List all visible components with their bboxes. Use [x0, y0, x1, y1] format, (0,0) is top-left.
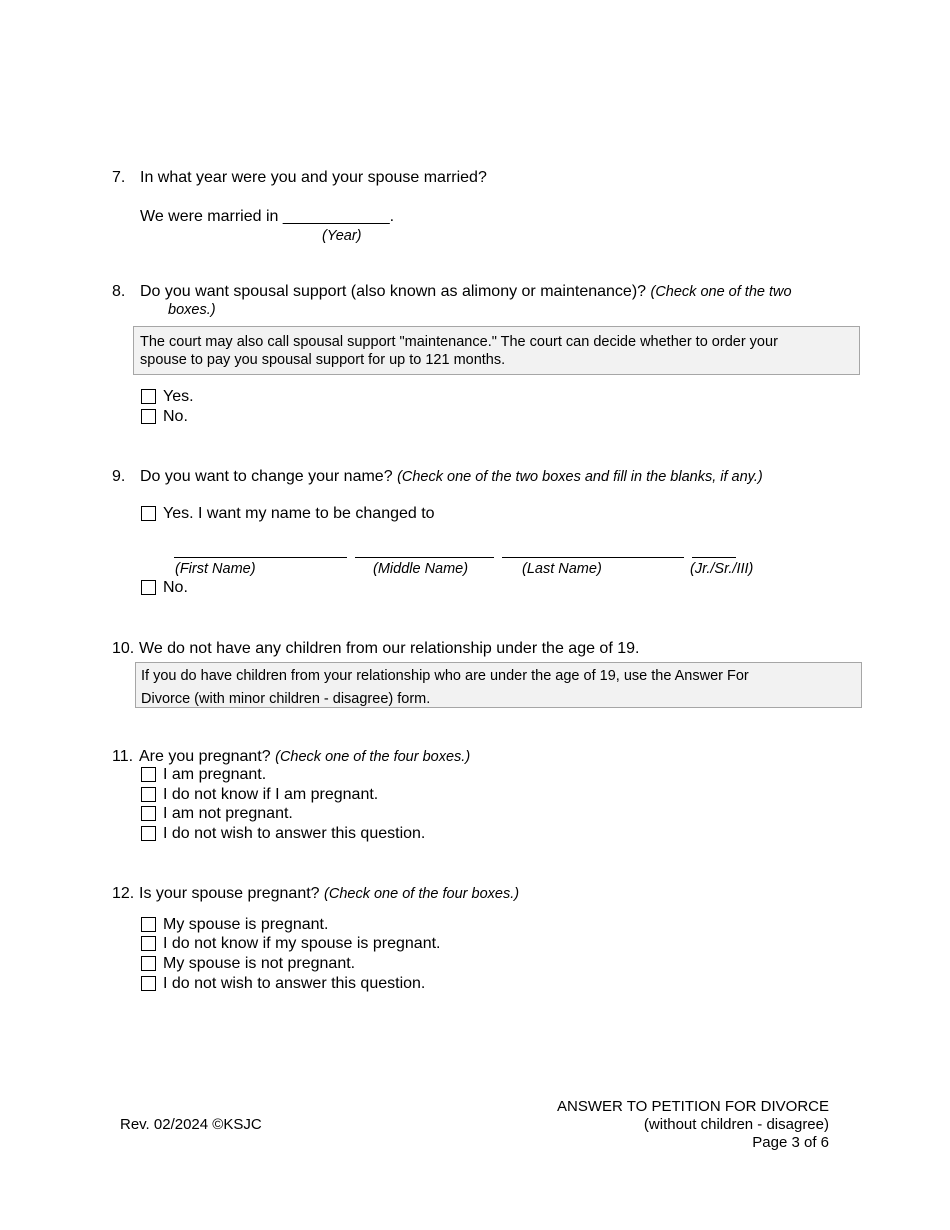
q12-question-line — [139, 884, 519, 904]
q11-option-not-pregnant[interactable] — [141, 805, 293, 823]
q10-info-box — [135, 662, 862, 708]
q9-no-label: No. — [163, 579, 188, 596]
q12-option-label: I do not wish to answer this question. — [163, 975, 426, 992]
suffix-caption: (Jr./Sr./III) — [690, 561, 754, 577]
q10-statement: We do not have any children from our relationship under the age of 19. — [139, 640, 640, 657]
q11-checkbox-2[interactable] — [141, 787, 156, 802]
suffix-field[interactable] — [692, 557, 736, 558]
q11-option-label: I am not pregnant. — [163, 805, 293, 822]
q8-yes-checkbox[interactable] — [141, 389, 156, 404]
q11-question-line — [139, 747, 470, 767]
q12-checkbox-1[interactable] — [141, 917, 156, 932]
footer-page-number: Page 3 of 6 — [752, 1134, 829, 1151]
q12-option-decline[interactable] — [141, 975, 425, 993]
footer-form-title: ANSWER TO PETITION FOR DIVORCE — [557, 1098, 829, 1115]
q8-no-label: No. — [163, 408, 188, 425]
q8-number: 8. — [112, 283, 126, 300]
q11-option-label: I do not wish to answer this question. — [163, 825, 426, 842]
q8-no-checkbox[interactable] — [141, 409, 156, 424]
q9-yes-label: Yes. I want my name to be changed to — [163, 505, 435, 522]
q12-checkbox-2[interactable] — [141, 936, 156, 951]
q7-number: 7. — [112, 169, 126, 186]
q12-option-pregnant[interactable] — [141, 916, 328, 934]
q8-question-line — [140, 282, 792, 302]
q8-instruction-cont: boxes.) — [168, 302, 216, 318]
q11-question: Are you pregnant? — [139, 748, 271, 765]
q9-question-line — [140, 467, 763, 487]
middle-name-caption: (Middle Name) — [373, 561, 469, 577]
q8-yes-option[interactable] — [141, 388, 194, 406]
q11-checkbox-4[interactable] — [141, 826, 156, 841]
q12-question: Is your spouse pregnant? — [139, 885, 320, 902]
footer-form-subtitle: (without children - disagree) — [643, 1116, 829, 1133]
first-name-field[interactable] — [174, 557, 347, 558]
q11-instruction: (Check one of the four boxes.) — [275, 749, 471, 765]
q7-question: In what year were you and your spouse married? — [140, 169, 487, 186]
q10-number: 10. — [112, 640, 135, 657]
q8-note-line2: spouse to pay you spousal support for up to 121 months. — [140, 352, 506, 368]
q12-option-unknown[interactable] — [141, 935, 440, 953]
q12-number: 12. — [112, 885, 135, 902]
q12-option-label: My spouse is not pregnant. — [163, 955, 356, 972]
q11-option-unknown[interactable] — [141, 786, 378, 804]
q9-no-checkbox[interactable] — [141, 580, 156, 595]
q9-instruction: (Check one of the two boxes and fill in the blanks, if any.) — [397, 469, 763, 485]
q12-option-label: I do not know if my spouse is pregnant. — [163, 935, 441, 952]
q12-option-not-pregnant[interactable] — [141, 955, 355, 973]
q8-yes-label: Yes. — [163, 388, 194, 405]
first-name-caption: (First Name) — [175, 561, 256, 577]
q11-option-decline[interactable] — [141, 825, 425, 843]
footer-form-info — [557, 1098, 829, 1152]
q7-year-caption: (Year) — [322, 228, 362, 244]
q11-option-label: I do not know if I am pregnant. — [163, 786, 379, 803]
q9-yes-option[interactable] — [141, 505, 435, 523]
q9-number: 9. — [112, 468, 126, 485]
last-name-caption: (Last Name) — [522, 561, 602, 577]
q8-info-box — [133, 326, 860, 375]
middle-name-field[interactable] — [355, 557, 494, 558]
q10-note-line2: Divorce (with minor children - disagree) form. — [141, 691, 431, 707]
q9-no-option[interactable] — [141, 579, 188, 597]
q7-answer-line — [140, 207, 394, 226]
q12-instruction: (Check one of the four boxes.) — [324, 886, 520, 902]
q11-checkbox-3[interactable] — [141, 806, 156, 821]
q12-checkbox-4[interactable] — [141, 976, 156, 991]
q8-question: Do you want spousal support (also known as alimony or maintenance)? — [140, 283, 647, 300]
q11-option-pregnant[interactable] — [141, 766, 266, 784]
q11-number: 11. — [112, 748, 134, 765]
q12-checkbox-3[interactable] — [141, 956, 156, 971]
marriage-year-field[interactable]: ____________. — [282, 208, 395, 225]
q11-option-label: I am pregnant. — [163, 766, 267, 783]
q12-option-label: My spouse is pregnant. — [163, 916, 329, 933]
q11-checkbox-1[interactable] — [141, 767, 156, 782]
q10-note-line1: If you do have children from your relationship who are under the age of 19, use the Answer For — [141, 668, 749, 684]
footer-revision: Rev. 02/2024 ©KSJC — [120, 1116, 262, 1133]
q8-no-option[interactable] — [141, 408, 188, 426]
q8-note-line1: The court may also call spousal support "maintenance." The court can decide whether to order your — [140, 334, 778, 350]
q9-question: Do you want to change your name? — [140, 468, 393, 485]
q8-instruction: (Check one of the two — [650, 284, 792, 300]
q9-yes-checkbox[interactable] — [141, 506, 156, 521]
q7-answer-prefix: We were married in — [140, 208, 279, 225]
last-name-field[interactable] — [502, 557, 684, 558]
